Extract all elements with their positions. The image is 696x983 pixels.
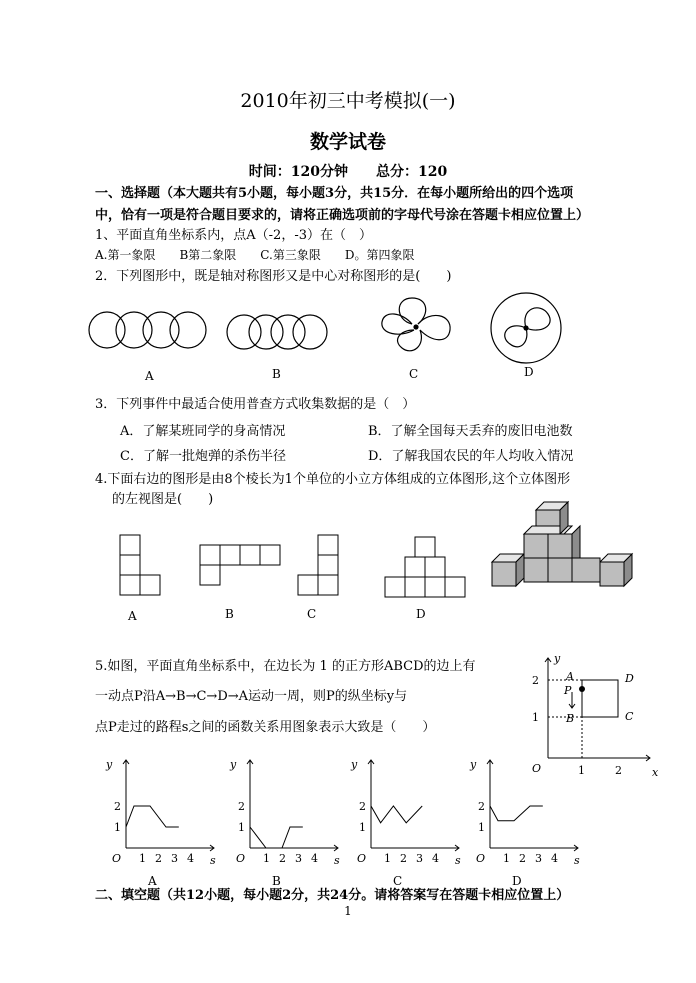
y-axis-label: y (230, 758, 237, 771)
q4-option-c-view (298, 535, 338, 595)
x-tick-label: 1 (384, 852, 391, 865)
y-tick-label: 1 (359, 821, 366, 834)
q1-options: A.第一象限 B第二象限 C.第三象限 D。第四象限 (95, 248, 415, 262)
x-axis-label: s (334, 854, 340, 867)
y-axis-label: y (106, 758, 113, 771)
svg-text:O: O (532, 762, 542, 775)
x-tick-label: 2 (400, 852, 407, 865)
x-tick-label: 3 (171, 852, 178, 865)
svg-text:y: y (554, 652, 561, 665)
y-tick-label: 1 (478, 821, 485, 834)
q5-graph-d (487, 760, 578, 851)
graph-option-label: B (272, 874, 281, 888)
q3-option-c: C．了解一批炮弹的杀伤半径 (120, 449, 286, 464)
section1-heading-line1: 一、选择题（本大题共有5小题，每小题3分，共15分．在每小题所给出的四个选项 (95, 186, 574, 201)
q4-figures (0, 500, 696, 630)
q2-figure-c (382, 298, 450, 351)
q3-option-d: D．了解我国农民的年人均收入情况 (368, 449, 574, 464)
x-tick-label: 1 (263, 852, 270, 865)
q1-stem: 1、平面直角坐标系内，点A（-2，-3）在（ ） (95, 228, 372, 243)
q2-figures (0, 290, 696, 385)
q5-graph-b (247, 760, 338, 851)
y-tick-label: 1 (114, 821, 121, 834)
q2-label-d: D (524, 365, 534, 379)
q4-solid-figure (492, 502, 632, 586)
q5-graph-c (368, 760, 459, 851)
x-tick-label: 1 (139, 852, 146, 865)
graph-option-label: D (512, 874, 522, 888)
y-axis-label: y (470, 758, 477, 771)
y-tick-label: 2 (114, 800, 121, 813)
q4-label-c: C (307, 607, 317, 621)
x-tick-label: 4 (432, 852, 439, 865)
x-tick-label: 3 (416, 852, 423, 865)
x-tick-label: 3 (535, 852, 542, 865)
x-axis-label: s (455, 854, 461, 867)
subject-title: 数学试卷 (309, 131, 386, 153)
graph-curve (371, 806, 422, 823)
q4-option-a-view (120, 535, 160, 595)
q4-stem-line2: 的左视图是( ) (112, 492, 214, 507)
svg-text:C: C (625, 710, 634, 723)
q2-label-c: C (409, 367, 419, 381)
origin-label: O (236, 852, 246, 865)
q2-figure-b (227, 315, 327, 349)
q3-option-a: A．了解某班同学的身高情况 (120, 424, 286, 439)
svg-text:B: B (566, 712, 575, 725)
q4-label-a: A (128, 609, 137, 623)
svg-text:2: 2 (532, 674, 539, 687)
x-tick-label: 1 (503, 852, 510, 865)
q3-stem: 3．下列事件中最适合使用普查方式收集数据的是（ ） (95, 397, 416, 412)
q5-line2: 一动点P沿A→B→C→D→A运动一周，则P的纵坐标y与 (95, 689, 408, 704)
y-tick-label: 2 (359, 800, 366, 813)
graph-curve (490, 806, 543, 821)
graph-option-label: C (393, 874, 403, 888)
q5-line1: 5.如图，平面直角坐标系中，在边长为 1 的正方形ABCD的边上有 (95, 659, 476, 674)
graph-curve (126, 806, 179, 827)
page-number: 1 (344, 904, 352, 918)
x-tick-label: 3 (295, 852, 302, 865)
svg-text:1: 1 (532, 711, 539, 724)
svg-text:P: P (564, 684, 572, 697)
graph-option-label: A (148, 874, 157, 888)
q2-label-a: A (145, 369, 154, 383)
y-axis-label: y (351, 758, 358, 771)
x-axis-label: s (210, 854, 216, 867)
svg-text:2: 2 (615, 764, 622, 777)
q5-graphs (0, 755, 696, 890)
q4-option-d-view (385, 537, 465, 597)
y-tick-label: 2 (478, 800, 485, 813)
x-axis-label: s (574, 854, 580, 867)
q2-label-b: B (272, 367, 281, 381)
svg-text:x: x (652, 766, 659, 779)
section1-heading-line2: 中，恰有一项是符合题目要求的，请将正确选项前的字母代号涂在答题卡相应位置上） (95, 208, 590, 223)
q2-figure-d (491, 293, 561, 363)
x-tick-label: 2 (519, 852, 526, 865)
q5-line3: 点P走过的路程s之间的函数关系用图象表示大致是（ ） (95, 720, 436, 735)
q5-graph-a (123, 760, 214, 851)
q4-stem-line1: 4.下面右边的图形是由8个棱长为1个单位的小立方体组成的立体图形,这个立体图形 (95, 472, 571, 487)
q2-figure-a (89, 312, 206, 354)
section2-heading: 二、填空题（共12小题，每小题2分，共24分。请将答案写在答题卡相应位置上） (95, 888, 570, 903)
x-tick-label: 2 (155, 852, 162, 865)
q4-label-d: D (416, 607, 426, 621)
page-title: 2010年初三中考模拟(一) (240, 90, 456, 112)
q3-option-b: B．了解全国每天丢弃的废旧电池数 (368, 424, 573, 439)
graph-curve (250, 827, 303, 848)
origin-label: O (112, 852, 122, 865)
x-tick-label: 4 (187, 852, 194, 865)
origin-label: O (357, 852, 367, 865)
svg-text:D: D (625, 672, 634, 685)
q2-stem: 2．下列图形中，既是轴对称图形又是中心对称图形的是( ) (95, 269, 452, 284)
q4-label-b: B (225, 607, 234, 621)
origin-label: O (476, 852, 486, 865)
y-tick-label: 1 (238, 821, 245, 834)
x-tick-label: 4 (551, 852, 558, 865)
y-tick-label: 2 (238, 800, 245, 813)
x-tick-label: 2 (279, 852, 286, 865)
time-total: 时间：120分钟 总分：120 (248, 164, 448, 180)
svg-text:1: 1 (578, 764, 585, 777)
svg-text:A: A (566, 670, 574, 683)
x-tick-label: 4 (311, 852, 318, 865)
q4-option-b-view (200, 545, 280, 585)
